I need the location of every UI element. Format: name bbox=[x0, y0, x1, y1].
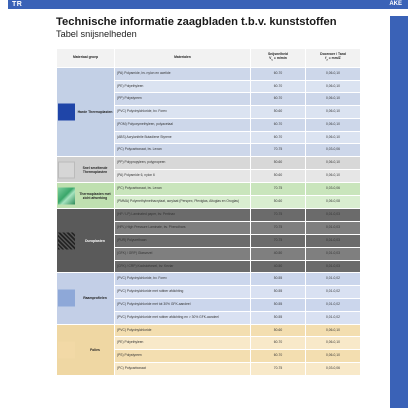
speed-cell: 50-55 bbox=[251, 298, 306, 311]
page-subtitle: Tabel snijsnelheden bbox=[56, 29, 137, 39]
material-swatch-icon bbox=[58, 290, 75, 307]
feed-cell: 0,01-0,03 bbox=[306, 247, 361, 260]
feed-cell: 0,01-0,02 bbox=[306, 286, 361, 299]
speed-cell: 60-70 bbox=[251, 118, 306, 131]
feed-cell: 0,01-0,02 bbox=[306, 298, 361, 311]
group-label: Snel smeltende Thermoplasten bbox=[82, 165, 108, 174]
feed-cell: 0,06-0,10 bbox=[306, 157, 361, 170]
feed-cell: 0,06-0,10 bbox=[306, 131, 361, 144]
material-swatch-icon bbox=[58, 104, 75, 121]
group-label: Thermoplasten met zicht afwerking bbox=[79, 191, 111, 200]
group-band bbox=[57, 157, 114, 182]
material-cell: (PUR) Polyurethaan bbox=[115, 234, 251, 247]
feed-cell: 0,01-0,03 bbox=[306, 209, 361, 222]
group-cell-duro bbox=[57, 209, 115, 273]
material-swatch-icon bbox=[58, 232, 75, 249]
page-title: Technische informatie zaagbladen t.b.v. kunststoffen bbox=[56, 16, 337, 28]
material-cell: (PS) Polystyreen bbox=[115, 350, 251, 363]
header-group: Materiaal groep bbox=[57, 49, 115, 68]
material-cell: (PP) Polystyreen bbox=[115, 93, 251, 106]
brand-logo: TR bbox=[12, 1, 23, 8]
material-cell: (PVC) Polyvinylchloride met tot 30% GFK-aandeel bbox=[115, 298, 251, 311]
side-bar bbox=[390, 16, 408, 408]
material-swatch-icon bbox=[58, 161, 75, 178]
table-header-row bbox=[57, 49, 361, 68]
feed-cell: 0,06-0,10 bbox=[306, 106, 361, 119]
group-cell-folie bbox=[57, 324, 115, 375]
header-materials: Materialen bbox=[115, 49, 251, 68]
header-feed-label: Doorvoer / Tand bbox=[320, 52, 346, 57]
group-band bbox=[57, 325, 114, 375]
material-cell: (PP) Polypropyleen, polypropeen bbox=[115, 157, 251, 170]
feed-cell: 0,03-0,06 bbox=[306, 363, 361, 376]
material-cell: (PVC) Polyvinylchloride met rubber afdichting bbox=[115, 286, 251, 299]
material-cell: (PVC) Polyvinylchloride met rubber afdichting en > 30% GFK-aandeel bbox=[115, 311, 251, 324]
speed-cell: 60-70 bbox=[251, 350, 306, 363]
speed-cell: 40-50 bbox=[251, 247, 306, 260]
material-swatch-icon bbox=[58, 187, 75, 204]
group-label: Raamprofielen bbox=[83, 296, 107, 301]
feed-cell: 0,06-0,10 bbox=[306, 80, 361, 93]
feed-cell: 0,06-0,10 bbox=[306, 324, 361, 337]
feed-cell: 0,01-0,02 bbox=[306, 311, 361, 324]
material-cell: (PVC) Polyvinylchloride bbox=[115, 324, 251, 337]
material-cell: (CFK) / CRP) Koolstofvezel, bv. Kevlar bbox=[115, 260, 251, 273]
group-label: Harde Thermoplasten bbox=[77, 110, 113, 115]
feed-cell: 0,06-0,10 bbox=[306, 118, 361, 131]
material-swatch-icon bbox=[58, 341, 75, 358]
speed-cell: 60-70 bbox=[251, 131, 306, 144]
speed-cell: 60-70 bbox=[251, 93, 306, 106]
cutting-speed-table bbox=[56, 48, 361, 376]
feed-cell: 0,06-0,10 bbox=[306, 350, 361, 363]
speed-cell: 60-70 bbox=[251, 337, 306, 350]
material-cell: (HP / LP) Laminated paper, bv. Pertinax bbox=[115, 209, 251, 222]
header-speed bbox=[251, 49, 306, 68]
group-cell-hard bbox=[57, 68, 115, 157]
feed-cell: 0,01-0,03 bbox=[306, 222, 361, 235]
group-label: Folies bbox=[90, 347, 100, 352]
material-cell: (PC) Polycarbonaat, bv. Lexan bbox=[115, 144, 251, 157]
group-band bbox=[57, 273, 114, 323]
feed-cell: 0,03-0,06 bbox=[306, 144, 361, 157]
speed-cell: 50-60 bbox=[251, 106, 306, 119]
speed-cell: 70-75 bbox=[251, 363, 306, 376]
feed-cell: 0,01-0,03 bbox=[306, 234, 361, 247]
group-band bbox=[57, 183, 114, 208]
feed-cell: 0,06-0,10 bbox=[306, 68, 361, 81]
material-cell: (HPL) High Pressure Laminate, bv. Phenolhars bbox=[115, 222, 251, 235]
table-row bbox=[57, 68, 361, 81]
header-feed-unit: $f_z = mm/Z$ bbox=[325, 56, 341, 62]
speed-cell: 70-75 bbox=[251, 209, 306, 222]
speed-cell: 50-60 bbox=[251, 324, 306, 337]
group-cell-melt bbox=[57, 157, 115, 183]
feed-cell: 0,06-0,10 bbox=[306, 337, 361, 350]
material-cell: (PC) Polycarbonaat bbox=[115, 363, 251, 376]
speed-cell: 70-75 bbox=[251, 144, 306, 157]
table-row bbox=[57, 157, 361, 170]
top-bar bbox=[8, 0, 408, 9]
material-cell: (PC) Polycarbonaat, bv. Lexan bbox=[115, 183, 251, 196]
material-cell: (PVC) Polyvinylchloride, bv. Forex bbox=[115, 106, 251, 119]
group-band bbox=[57, 68, 114, 156]
group-cell-raam bbox=[57, 273, 115, 324]
material-cell: (PMMA) Polymethylmethacrylaat, acrylaat (Perspex, Plexiglas, Altuglas en Oroglas) bbox=[115, 196, 251, 209]
feed-cell: 0,06-0,08 bbox=[306, 196, 361, 209]
header-speed-label: Snijsnelheid bbox=[268, 52, 288, 57]
feed-cell: 0,01-0,03 bbox=[306, 260, 361, 273]
group-label: Duroplasten bbox=[85, 238, 105, 243]
speed-cell: 50-55 bbox=[251, 273, 306, 286]
header-feed bbox=[306, 49, 361, 68]
speed-cell: 50-60 bbox=[251, 196, 306, 209]
group-band bbox=[57, 209, 114, 272]
brand-name: AKE bbox=[389, 1, 402, 7]
feed-cell: 0,01-0,02 bbox=[306, 273, 361, 286]
material-cell: (POM) Polyoxymethyleen, polyacetaal bbox=[115, 118, 251, 131]
group-cell-green bbox=[57, 183, 115, 209]
speed-cell: 70-75 bbox=[251, 222, 306, 235]
material-cell: (ABS) Acrylonitrile Butadiene Styrene bbox=[115, 131, 251, 144]
material-cell: (GFK) / GRP) Glasvezel bbox=[115, 247, 251, 260]
table-row bbox=[57, 324, 361, 337]
feed-cell: 0,06-0,10 bbox=[306, 170, 361, 183]
table-row bbox=[57, 273, 361, 286]
material-cell: (PE) Polyethyleen bbox=[115, 80, 251, 93]
speed-cell: 50-55 bbox=[251, 311, 306, 324]
header-speed-unit: $V_c = m/\min$ bbox=[269, 56, 287, 62]
speed-cell: 70-75 bbox=[251, 183, 306, 196]
feed-cell: 0,03-0,06 bbox=[306, 183, 361, 196]
material-cell: (PA) Polyamide, bv. nylon en acetide bbox=[115, 68, 251, 81]
speed-cell: 50-60 bbox=[251, 157, 306, 170]
table-row bbox=[57, 183, 361, 196]
speed-cell: 40-50 bbox=[251, 260, 306, 273]
speed-cell: 50-55 bbox=[251, 286, 306, 299]
speed-cell: 60-70 bbox=[251, 80, 306, 93]
speed-cell: 60-70 bbox=[251, 68, 306, 81]
material-cell: (PVC) Polyvinylchloride, bv. Forex bbox=[115, 273, 251, 286]
material-cell: (PA) Polyamide 6, nylon 6 bbox=[115, 170, 251, 183]
speed-cell: 50-60 bbox=[251, 170, 306, 183]
table-row bbox=[57, 209, 361, 222]
feed-cell: 0,06-0,10 bbox=[306, 93, 361, 106]
speed-cell: 70-75 bbox=[251, 234, 306, 247]
material-cell: (PE) Polyethyleen bbox=[115, 337, 251, 350]
